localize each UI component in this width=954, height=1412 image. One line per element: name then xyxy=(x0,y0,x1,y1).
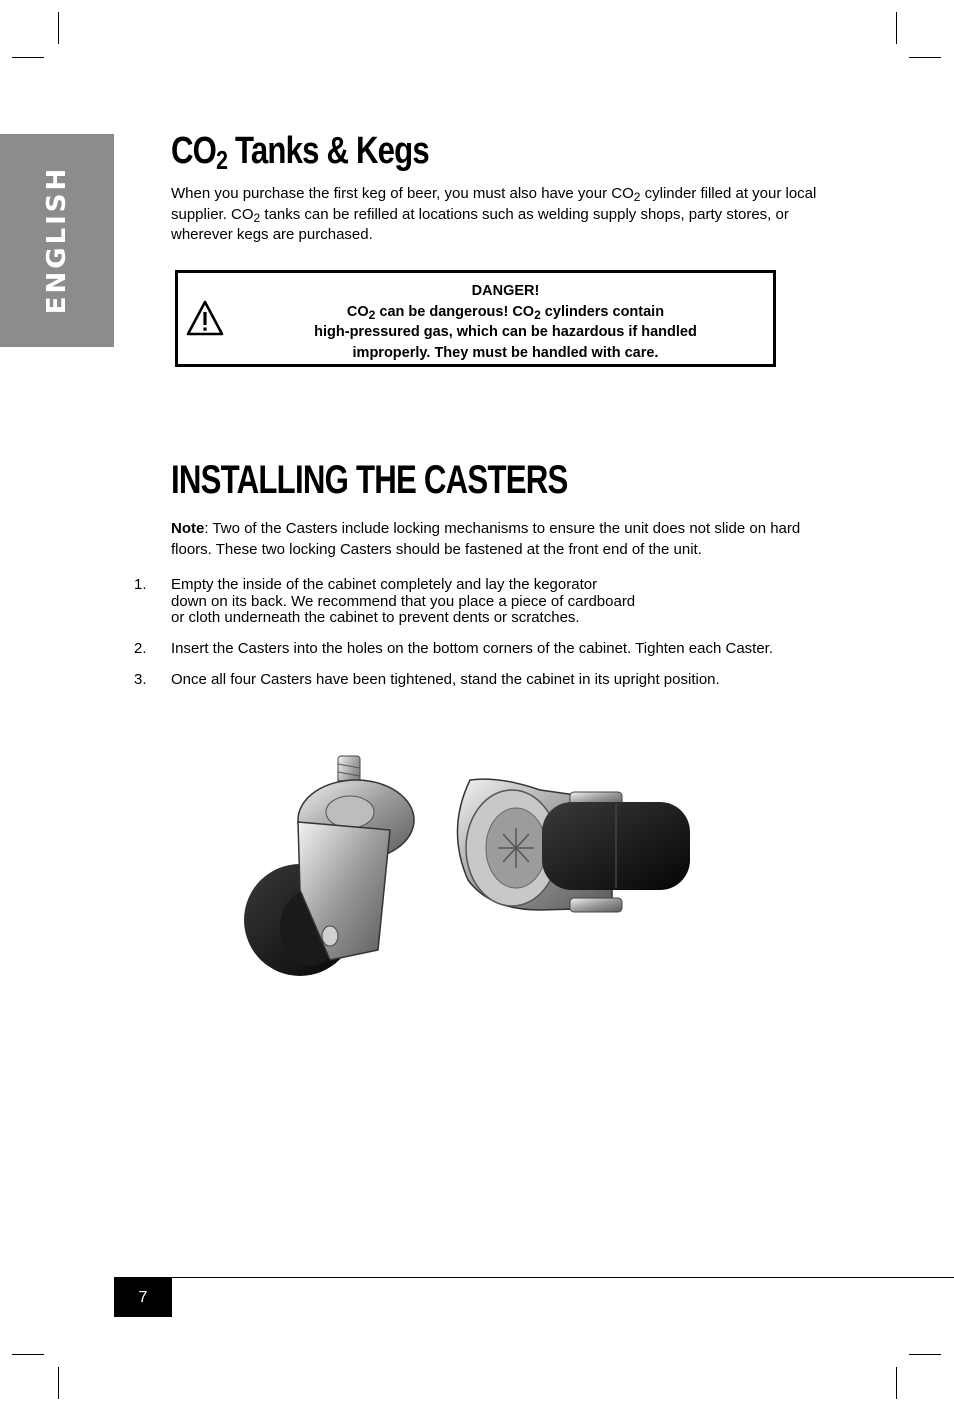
crop-mark xyxy=(58,12,59,44)
language-tab xyxy=(0,134,114,347)
warning-triangle-icon xyxy=(185,299,225,337)
crop-mark xyxy=(896,1367,897,1399)
danger-warning-box xyxy=(175,270,776,367)
crop-mark xyxy=(58,1367,59,1399)
crop-mark xyxy=(12,57,44,58)
danger-line-3: improperly. They must be handled with care. xyxy=(352,344,659,361)
step-text: Empty the inside of the cabinet completely and lay the kegorator down on its back. We recommend that you place a piece of cardboard or cloth underneath the cabinet to prevent dents or scratches. xyxy=(171,576,636,626)
step-text: Insert the Casters into the holes on the bottom corners of the cabinet. Tighten each Caster. xyxy=(171,640,774,657)
casters-illustration xyxy=(240,750,700,982)
step-text: Once all four Casters have been tightened, stand the cabinet in its upright position. xyxy=(171,671,720,688)
crop-mark xyxy=(909,1354,941,1355)
co2-intro-paragraph: When you purchase the first keg of beer, you must also have your $CO_2$ cylinder filled at your local supplier. $CO_2$ tanks can be refilled at locations such as welding supply shops, party stores, or wherever kegs are purchased. xyxy=(171,185,817,243)
caster-top-view xyxy=(457,779,690,912)
danger-heading: DANGER! xyxy=(471,283,540,299)
co2-section-title: $CO_2$ Tanks & Kegs xyxy=(171,130,429,175)
crop-mark xyxy=(12,1354,44,1355)
footer-rule xyxy=(114,1277,954,1278)
page-number: 7 xyxy=(114,1278,172,1317)
crop-mark xyxy=(896,12,897,44)
danger-line-2: high-pressured gas, which can be hazardous if handled xyxy=(314,324,697,340)
danger-text xyxy=(248,281,763,363)
step-number: 1. xyxy=(134,576,147,593)
step-number: 3. xyxy=(134,671,147,688)
language-tab-label: ENGLISH xyxy=(42,165,72,315)
caster-side-view xyxy=(244,756,414,976)
note-label: Note xyxy=(171,520,205,537)
step-number: 2. xyxy=(134,640,147,657)
casters-note-paragraph: Note: Two of the Casters include locking mechanisms to ensure the unit does not slide on hard floors. These two locking Casters should be fastened at the front end of the unit. xyxy=(171,520,801,558)
casters-section-title: INSTALLING THE CASTERS xyxy=(171,458,568,502)
crop-mark xyxy=(909,57,941,58)
danger-line-1: $CO_2$ can be dangerous! $CO_2$ cylinders contain xyxy=(346,303,665,322)
